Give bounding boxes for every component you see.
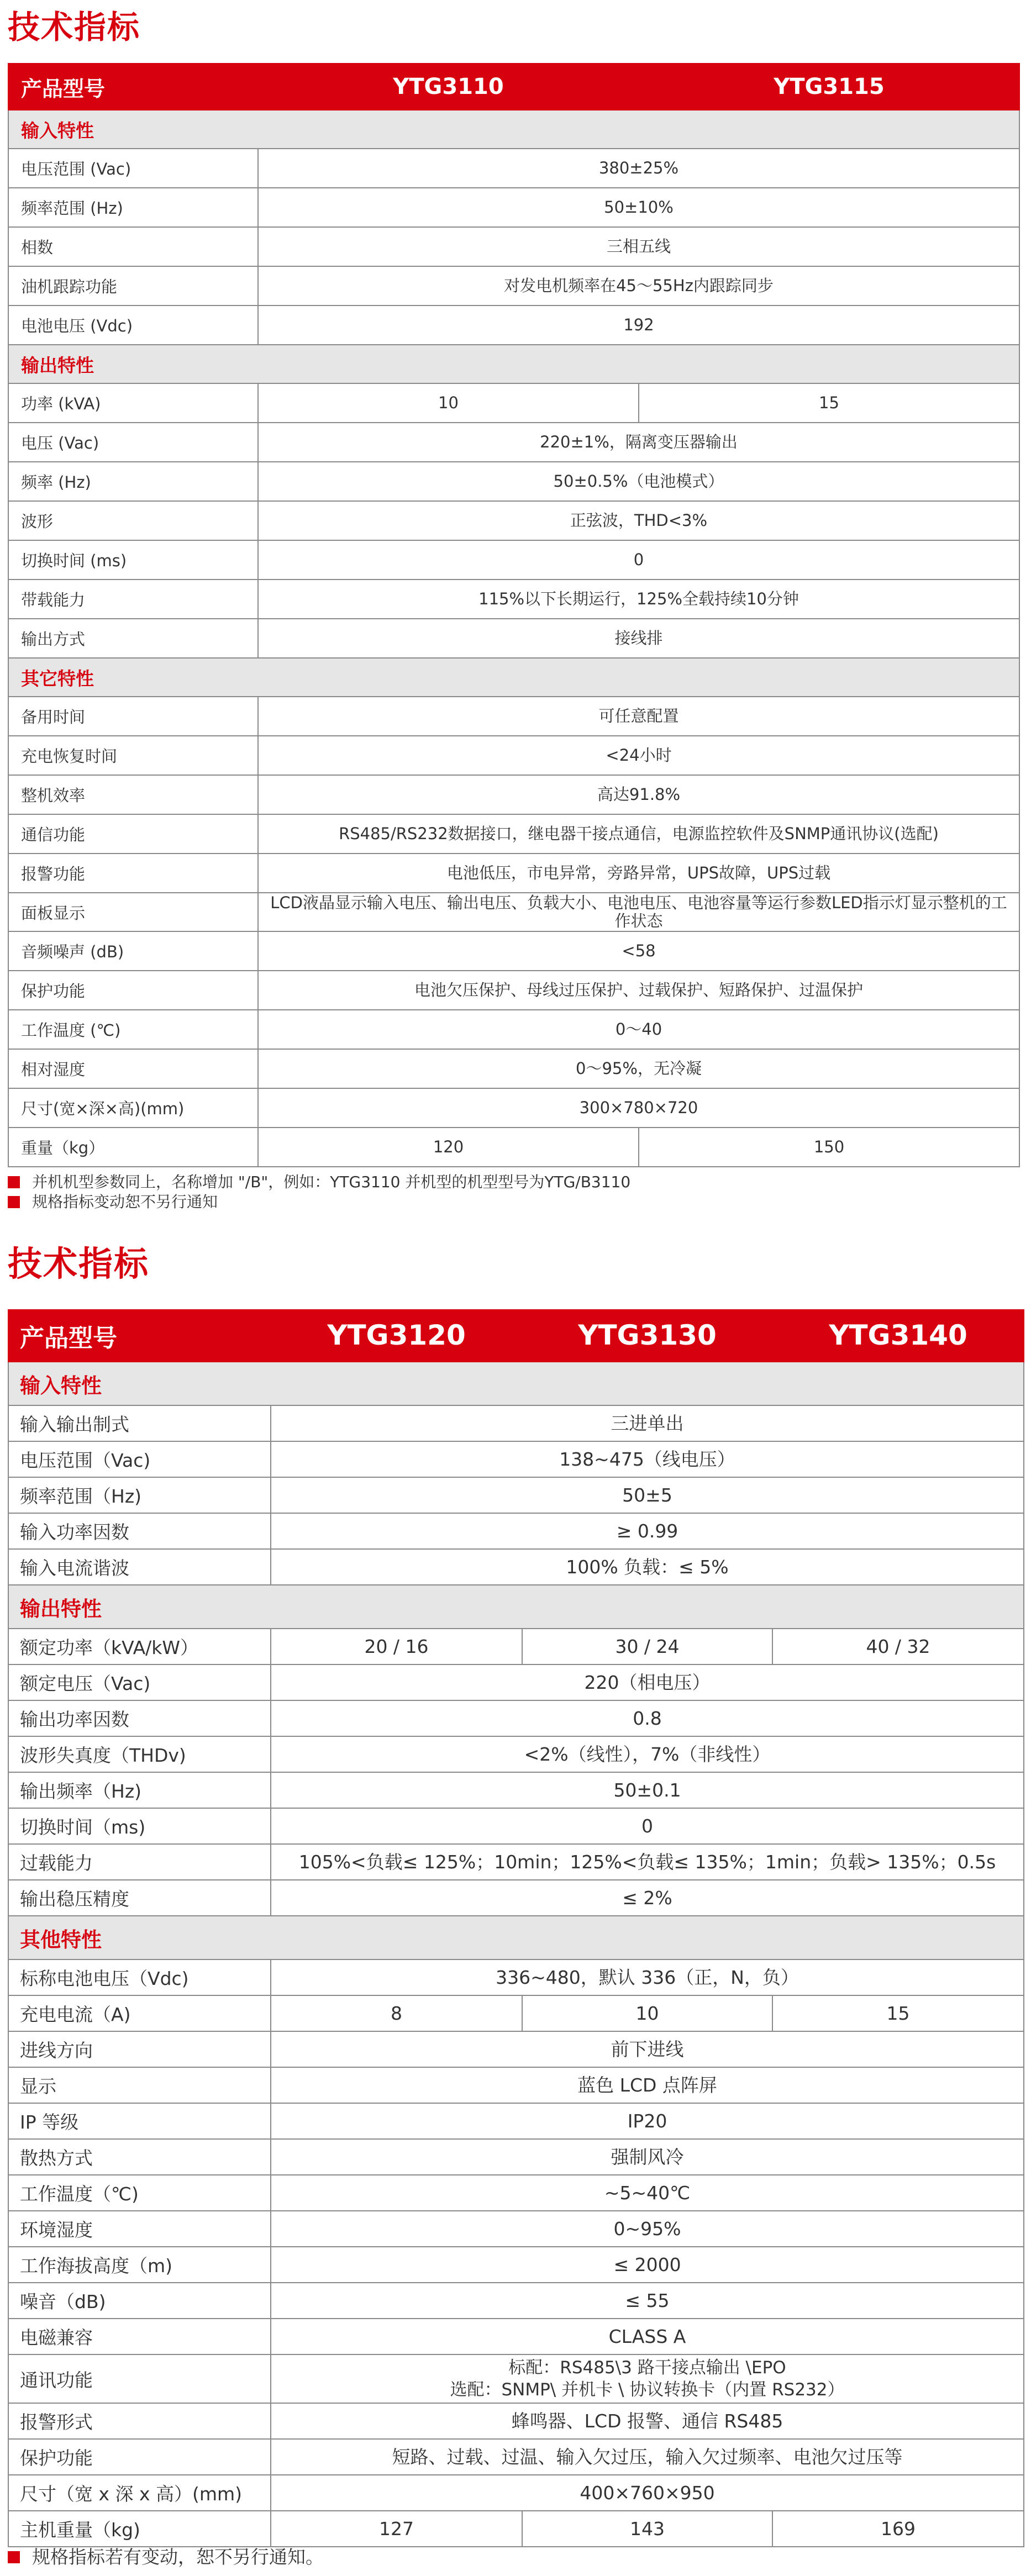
spec-value: 150 [639, 1128, 1019, 1167]
spec-label: 输入电流谐波 [8, 1549, 271, 1585]
spec-value: 400×760×950 [271, 2475, 1024, 2511]
table-row [8, 2139, 1024, 2175]
spec-label: 尺寸（宽 x 深 x 高）(mm) [8, 2475, 271, 2511]
group-header-row [8, 1362, 1024, 1405]
spec-value: ≤ 2000 [271, 2247, 1024, 2283]
table-row [8, 2103, 1024, 2139]
note-item [8, 2547, 324, 2567]
table-row [8, 1549, 1024, 1585]
group-header-row [8, 345, 1019, 383]
spec-value: 50±10% [258, 188, 1019, 227]
note-item [8, 1192, 630, 1212]
table-row [8, 1513, 1024, 1549]
group-header-row [8, 658, 1019, 697]
spec-value: 0 [271, 1808, 1024, 1844]
spec-label: 输出方式 [8, 619, 258, 658]
table-row [8, 1128, 1019, 1167]
spec-value: 三相五线 [258, 227, 1019, 266]
spec-label: 充电恢复时间 [8, 736, 258, 775]
table-row [8, 423, 1019, 462]
spec-label: 标称电池电压（Vdc) [8, 1959, 271, 1995]
spec-label: 通信功能 [8, 814, 258, 854]
spec-value: 0 [258, 540, 1019, 580]
table-row [8, 1959, 1024, 1995]
spec-label: 面板显示 [8, 893, 258, 931]
model-name: YTG3130 [522, 1310, 772, 1362]
spec-label: 波形失真度（THDv) [8, 1736, 271, 1772]
model-name: YTG3115 [639, 64, 1019, 110]
spec-value: 10 [258, 383, 639, 423]
spec-label: 切换时间（ms) [8, 1808, 271, 1844]
header-row [8, 1310, 1024, 1362]
spec-label: 工作温度 (℃) [8, 1010, 258, 1049]
spec-value: LCD液晶显示输入电压、输出电压、负载大小、电池电压、电池容量等运行参数LED指示灯显示整机的工作状态 [258, 893, 1019, 931]
spec-label: 工作温度（℃) [8, 2175, 271, 2211]
spec-label: 电压范围 (Vac) [8, 149, 258, 188]
table-row [8, 149, 1019, 188]
spec-label: 进线方向 [8, 2031, 271, 2067]
spec-value: 30 / 24 [522, 1629, 772, 1664]
note-item [8, 1172, 630, 1192]
model-name: YTG3120 [271, 1310, 522, 1362]
spec-label: 输出频率（Hz) [8, 1772, 271, 1808]
table-row [8, 2319, 1024, 2354]
spec-value: ≤ 2% [271, 1880, 1024, 1916]
spec-label: 电磁兼容 [8, 2319, 271, 2354]
spec-label: 频率 (Hz) [8, 462, 258, 501]
spec-value: 169 [772, 2511, 1024, 2547]
spec-label: 工作海拔高度（m) [8, 2247, 271, 2283]
table-row [8, 2247, 1024, 2283]
spec-value: 短路、过载、过温、输入欠过压，输入欠过频率、电池欠过压等 [271, 2439, 1024, 2475]
spec-value: 蜂鸣器、LCD 报警、通信 RS485 [271, 2403, 1024, 2439]
spec-value: 50±0.1 [271, 1772, 1024, 1808]
spec-value: 标配：RS485\3 路干接点输出 \EPO 选配：SNMP\ 并机卡 \ 协议转换卡（内置 RS232） [271, 2354, 1024, 2403]
red-square-bullet-icon [8, 1176, 20, 1188]
spec-value: 三进单出 [271, 1405, 1024, 1441]
spec-label: 过载能力 [8, 1844, 271, 1880]
spec-value: 50±0.5%（电池模式） [258, 462, 1019, 501]
table-row [8, 1880, 1024, 1916]
spec-value: 10 [522, 1995, 772, 2031]
table-row [8, 266, 1019, 305]
spec-value: 50±5 [271, 1477, 1024, 1513]
spec-value: 对发电机频率在45～55Hz内跟踪同步 [258, 266, 1019, 305]
table-row [8, 2511, 1024, 2547]
table-row [8, 1088, 1019, 1128]
spec-label: 音频噪声 (dB) [8, 931, 258, 971]
spec-value: 可任意配置 [258, 697, 1019, 736]
spec-value: 蓝色 LCD 点阵屏 [271, 2067, 1024, 2103]
table-row [8, 1049, 1019, 1088]
spec-label: 切换时间 (ms) [8, 540, 258, 580]
section2-title: 技术指标 [8, 1244, 150, 1284]
spec-value: 336~480，默认 336（正，N，负） [271, 1959, 1024, 1995]
spec-label: 保护功能 [8, 2439, 271, 2475]
header-label: 产品型号 [8, 64, 258, 110]
note-text: 规格指标若有变动，恕不另行通知。 [32, 2546, 324, 2568]
table-row [8, 305, 1019, 345]
table-row [8, 2354, 1024, 2403]
header-row [8, 64, 1019, 110]
spec-label: 备用时间 [8, 697, 258, 736]
spec-label: 波形 [8, 501, 258, 540]
spec-value: 192 [258, 305, 1019, 345]
spec-value: 300×780×720 [258, 1088, 1019, 1128]
model-name: YTG3110 [258, 64, 639, 110]
spec-label: 充电电流（A) [8, 1995, 271, 2031]
spec-label: 尺寸(宽×深×高)(mm) [8, 1088, 258, 1128]
table-row [8, 814, 1019, 854]
spec-value: 20 / 16 [271, 1629, 522, 1664]
spec-label: 电压范围（Vac) [8, 1441, 271, 1477]
table-row [8, 2475, 1024, 2511]
table-row [8, 2067, 1024, 2103]
table-row [8, 1808, 1024, 1844]
spec-label: 噪音（dB) [8, 2283, 271, 2319]
spec-value: 电池欠压保护、母线过压保护、过载保护、短路保护、过温保护 [258, 971, 1019, 1010]
group-header-row [8, 1585, 1024, 1629]
spec-value: 15 [772, 1995, 1024, 2031]
spec-table-ytg3120-3140 [8, 1309, 1024, 2547]
table-row [8, 383, 1019, 423]
table-row [8, 1664, 1024, 1700]
red-square-bullet-icon [8, 2551, 20, 2563]
spec-label: 报警功能 [8, 854, 258, 893]
spec-value: ≥ 0.99 [271, 1513, 1024, 1549]
note-text: 并机机型参数同上，名称增加 "/B"，例如：YTG3110 并机型的机型型号为YTG/B3110 [32, 1173, 631, 1191]
spec-value: 100% 负载：≤ 5% [271, 1549, 1024, 1585]
spec-label: 重量（kg） [8, 1128, 258, 1167]
table-row [8, 188, 1019, 227]
table-row [8, 227, 1019, 266]
table-row [8, 1405, 1024, 1441]
spec-value: 115%以下长期运行，125%全载持续10分钟 [258, 580, 1019, 619]
spec-value: 105%<负载≤ 125%；10min；125%<负载≤ 135%；1min；负载> 135%；0.5s [271, 1844, 1024, 1880]
table-row [8, 1441, 1024, 1477]
spec-value: ≤ 55 [271, 2283, 1024, 2319]
spec-label: 电池电压 (Vdc) [8, 305, 258, 345]
spec-label: 功率 (kVA) [8, 383, 258, 423]
spec-label: 整机效率 [8, 775, 258, 814]
table-row [8, 1772, 1024, 1808]
table-row [8, 971, 1019, 1010]
table-row [8, 1844, 1024, 1880]
spec-value: 380±25% [258, 149, 1019, 188]
note-text: 规格指标变动恕不另行通知 [32, 1193, 218, 1211]
spec-label: 显示 [8, 2067, 271, 2103]
table-row [8, 1700, 1024, 1736]
spec-value: <24小时 [258, 736, 1019, 775]
spec-value: 高达91.8% [258, 775, 1019, 814]
table-row [8, 580, 1019, 619]
spec-label: 额定功率（kVA/kW） [8, 1629, 271, 1664]
spec-label: 频率范围 (Hz) [8, 188, 258, 227]
table-row [8, 854, 1019, 893]
spec-label: 电压 (Vac) [8, 423, 258, 462]
spec-value: 40 / 32 [772, 1629, 1024, 1664]
spec-label: 报警形式 [8, 2403, 271, 2439]
spec-label: 带载能力 [8, 580, 258, 619]
table-row [8, 2439, 1024, 2475]
table-row [8, 2031, 1024, 2067]
table-row [8, 462, 1019, 501]
section1-title: 技术指标 [8, 8, 141, 46]
spec-value: <58 [258, 931, 1019, 971]
table-row [8, 2211, 1024, 2247]
spec-label: 环境湿度 [8, 2211, 271, 2247]
group-title: 输入特性 [8, 1362, 1024, 1405]
spec-value: <2%（线性），7%（非线性） [271, 1736, 1024, 1772]
table-row [8, 893, 1019, 931]
spec-value: RS485/RS232数据接口，继电器干接点通信，电源监控软件及SNMP通讯协议(选配) [258, 814, 1019, 854]
spec-value: 143 [522, 2511, 772, 2547]
table-row [8, 931, 1019, 971]
spec-value: 120 [258, 1128, 639, 1167]
spec-value: 0~95% [271, 2211, 1024, 2247]
table-row [8, 2403, 1024, 2439]
spec-value: 0.8 [271, 1700, 1024, 1736]
red-square-bullet-icon [8, 1196, 20, 1208]
table-row [8, 775, 1019, 814]
spec-table-ytg3110-3115 [8, 63, 1020, 1167]
group-title: 输出特性 [8, 1585, 1024, 1629]
spec-value: 15 [639, 383, 1019, 423]
spec-value: 220（相电压） [271, 1664, 1024, 1700]
table-row [8, 619, 1019, 658]
table-row [8, 1995, 1024, 2031]
table-row [8, 1010, 1019, 1049]
spec-value: 正弦波，THD<3% [258, 501, 1019, 540]
table-row [8, 501, 1019, 540]
table-row [8, 2175, 1024, 2211]
spec-value: 电池低压，市电异常，旁路异常，UPS故障，UPS过载 [258, 854, 1019, 893]
spec-label: 频率范围（Hz) [8, 1477, 271, 1513]
spec-label: 散热方式 [8, 2139, 271, 2175]
spec-value: 220±1%，隔离变压器输出 [258, 423, 1019, 462]
group-header-row [8, 110, 1019, 149]
spec-value: 8 [271, 1995, 522, 2031]
group-header-row [8, 1916, 1024, 1959]
table-row [8, 697, 1019, 736]
spec-label: 油机跟踪功能 [8, 266, 258, 305]
section2-notes [8, 2547, 324, 2567]
spec-value: 0～40 [258, 1010, 1019, 1049]
table-row [8, 1629, 1024, 1664]
spec-label: 输出稳压精度 [8, 1880, 271, 1916]
model-name: YTG3140 [772, 1310, 1024, 1362]
spec-label: 输入功率因数 [8, 1513, 271, 1549]
table-row [8, 736, 1019, 775]
spec-label: 主机重量（kg) [8, 2511, 271, 2547]
spec-label: 通讯功能 [8, 2354, 271, 2403]
spec-value: 0～95%，无冷凝 [258, 1049, 1019, 1088]
group-title: 输入特性 [8, 110, 1019, 149]
spec-value: 前下进线 [271, 2031, 1024, 2067]
spec-value: IP20 [271, 2103, 1024, 2139]
section1-notes [8, 1172, 630, 1212]
table-row [8, 540, 1019, 580]
group-title: 输出特性 [8, 345, 1019, 383]
group-title: 其他特性 [8, 1916, 1024, 1959]
group-title: 其它特性 [8, 658, 1019, 697]
spec-value: 接线排 [258, 619, 1019, 658]
spec-label: 输入输出制式 [8, 1405, 271, 1441]
spec-label: 相对湿度 [8, 1049, 258, 1088]
spec-label: 相数 [8, 227, 258, 266]
spec-value: ~5~40℃ [271, 2175, 1024, 2211]
header-label: 产品型号 [8, 1310, 271, 1362]
spec-value: 138~475（线电压） [271, 1441, 1024, 1477]
spec-label: 输出功率因数 [8, 1700, 271, 1736]
spec-value: CLASS A [271, 2319, 1024, 2354]
spec-label: 保护功能 [8, 971, 258, 1010]
spec-value: 127 [271, 2511, 522, 2547]
table-row [8, 1736, 1024, 1772]
spec-label: IP 等级 [8, 2103, 271, 2139]
table-row [8, 2283, 1024, 2319]
table-row [8, 1477, 1024, 1513]
spec-label: 额定电压（Vac) [8, 1664, 271, 1700]
spec-value: 强制风冷 [271, 2139, 1024, 2175]
